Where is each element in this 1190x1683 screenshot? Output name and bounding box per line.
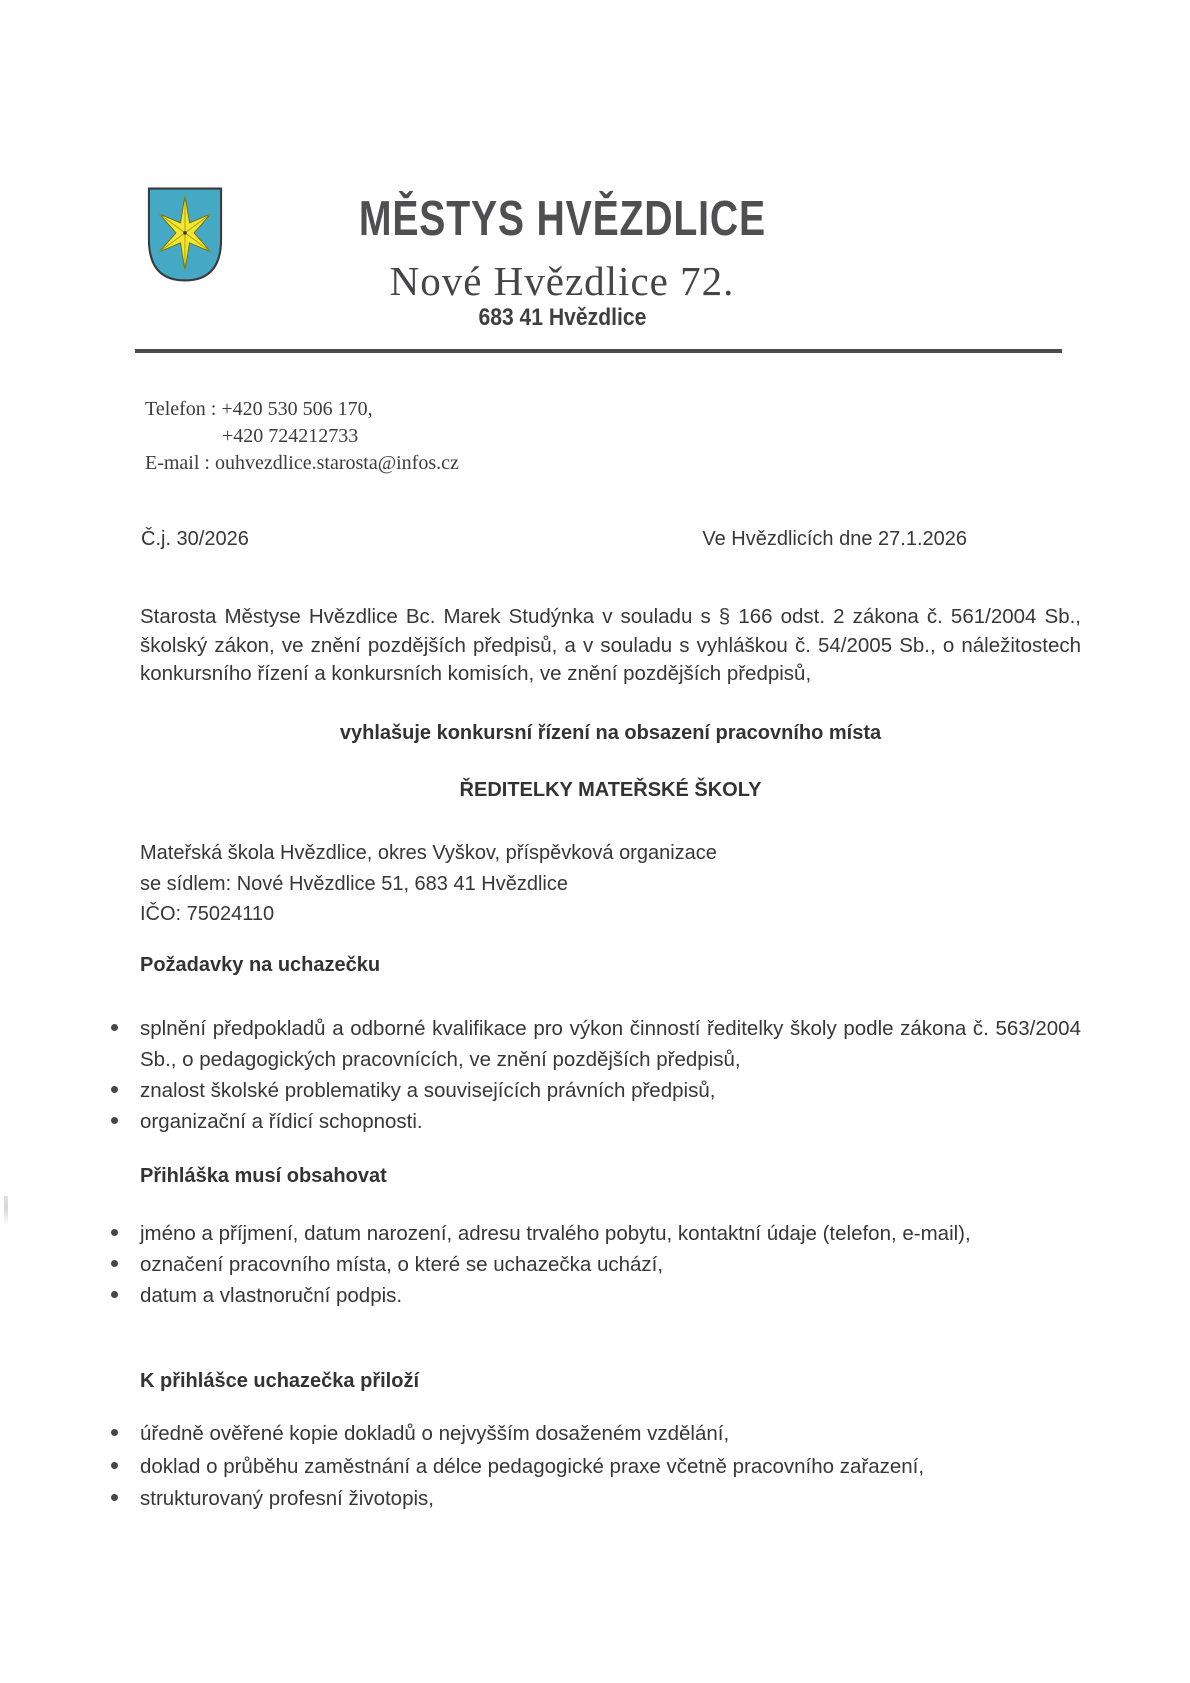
list-item: organizační a řídicí schopnosti. [140,1106,1081,1137]
section-heading-application: Přihláška musí obsahovat [140,1165,387,1187]
file-number: Č.j. 30/2026 [141,528,249,550]
list-item: splnění předpokladů a odborné kvalifikace pro výkon činností ředitelky školy podle zákona č. 563/2004 Sb., o pedagogických pracovnících, ve znění pozdějších předpisů, [140,1013,1081,1075]
phone-line-1 [145,396,459,423]
section-heading-requirements: Požadavky na uchazečku [140,954,381,976]
list-item: datum a vlastnoruční podpis. [140,1280,1081,1311]
position-title: ŘEDITELKY MATEŘSKÉ ŠKOLY [459,779,762,801]
reference-row [141,528,967,551]
letterhead [0,183,1190,348]
email-line [145,450,459,477]
organization-name: Mateřská škola Hvězdlice, okres Vyškov, příspěvková organizace [140,842,717,864]
list-item: označení pracovního místa, o které se uchazečka uchází, [140,1249,1081,1280]
header-divider [135,349,1062,353]
announcement-line: vyhlašuje konkursní řízení na obsazení pracovního místa [339,722,882,744]
organization-address: se sídlem: Nové Hvězdlice 51, 683 41 Hvězdlice [140,872,568,895]
section-heading-attachments: K přihlášce uchazečka přiloží [140,1370,419,1392]
list-item: doklad o průběhu zaměstnání a délce pedagogické praxe včetně pracovního zařazení, [140,1451,1081,1484]
attachments-list [140,1418,1081,1516]
list-item: jméno a příjmení, datum narození, adresu trvalého pobytu, kontaktní údaje (telefon, e-mail), [140,1218,1081,1249]
phone-number-1: +420 530 506 170, [221,398,373,420]
municipality-name: MĚSTYS HVĚZDLICE [358,192,766,246]
email-address: ouhvezdlice.starosta@infos.cz [214,452,459,474]
list-item: úředně ověřené kopie dokladů o nejvyšším dosaženém vzdělání, [140,1418,1081,1451]
organization-block [140,838,717,930]
street-address: Nové Hvězdlice 72. [389,258,735,304]
phone-number-2: +420 724212733 [222,425,359,447]
phone-label: Telefon : [145,398,217,420]
intro-paragraph: Starosta Městyse Hvězdlice Bc. Marek Studýnka v souladu s § 166 odst. 2 zákona č. 561/2004 Sb., školský zákon, ve znění pozdějších předpisů, a v souladu s vyhláškou č. 54/2005 Sb., o náležitostech konkursního řízení a konkursních komisích, ve znění pozdějších předpisů, [140,605,1081,685]
application-list [140,1218,1081,1311]
scan-artifact [4,1196,8,1226]
list-item: znalost školské problematiky a souvisejících právních předpisů, [140,1075,1081,1106]
place-and-date: Ve Hvězdlicích dne 27.1.2026 [702,528,967,550]
email-label: E-mail : [145,452,210,474]
requirements-list [140,1013,1081,1137]
letterhead-text [0,183,1124,334]
organization-ico: IČO: 75024110 [140,903,275,925]
contact-block [145,396,459,477]
postal-address: 683 41 Hvězdlice [478,304,646,331]
list-item: strukturovaný profesní životopis, [140,1483,1081,1516]
